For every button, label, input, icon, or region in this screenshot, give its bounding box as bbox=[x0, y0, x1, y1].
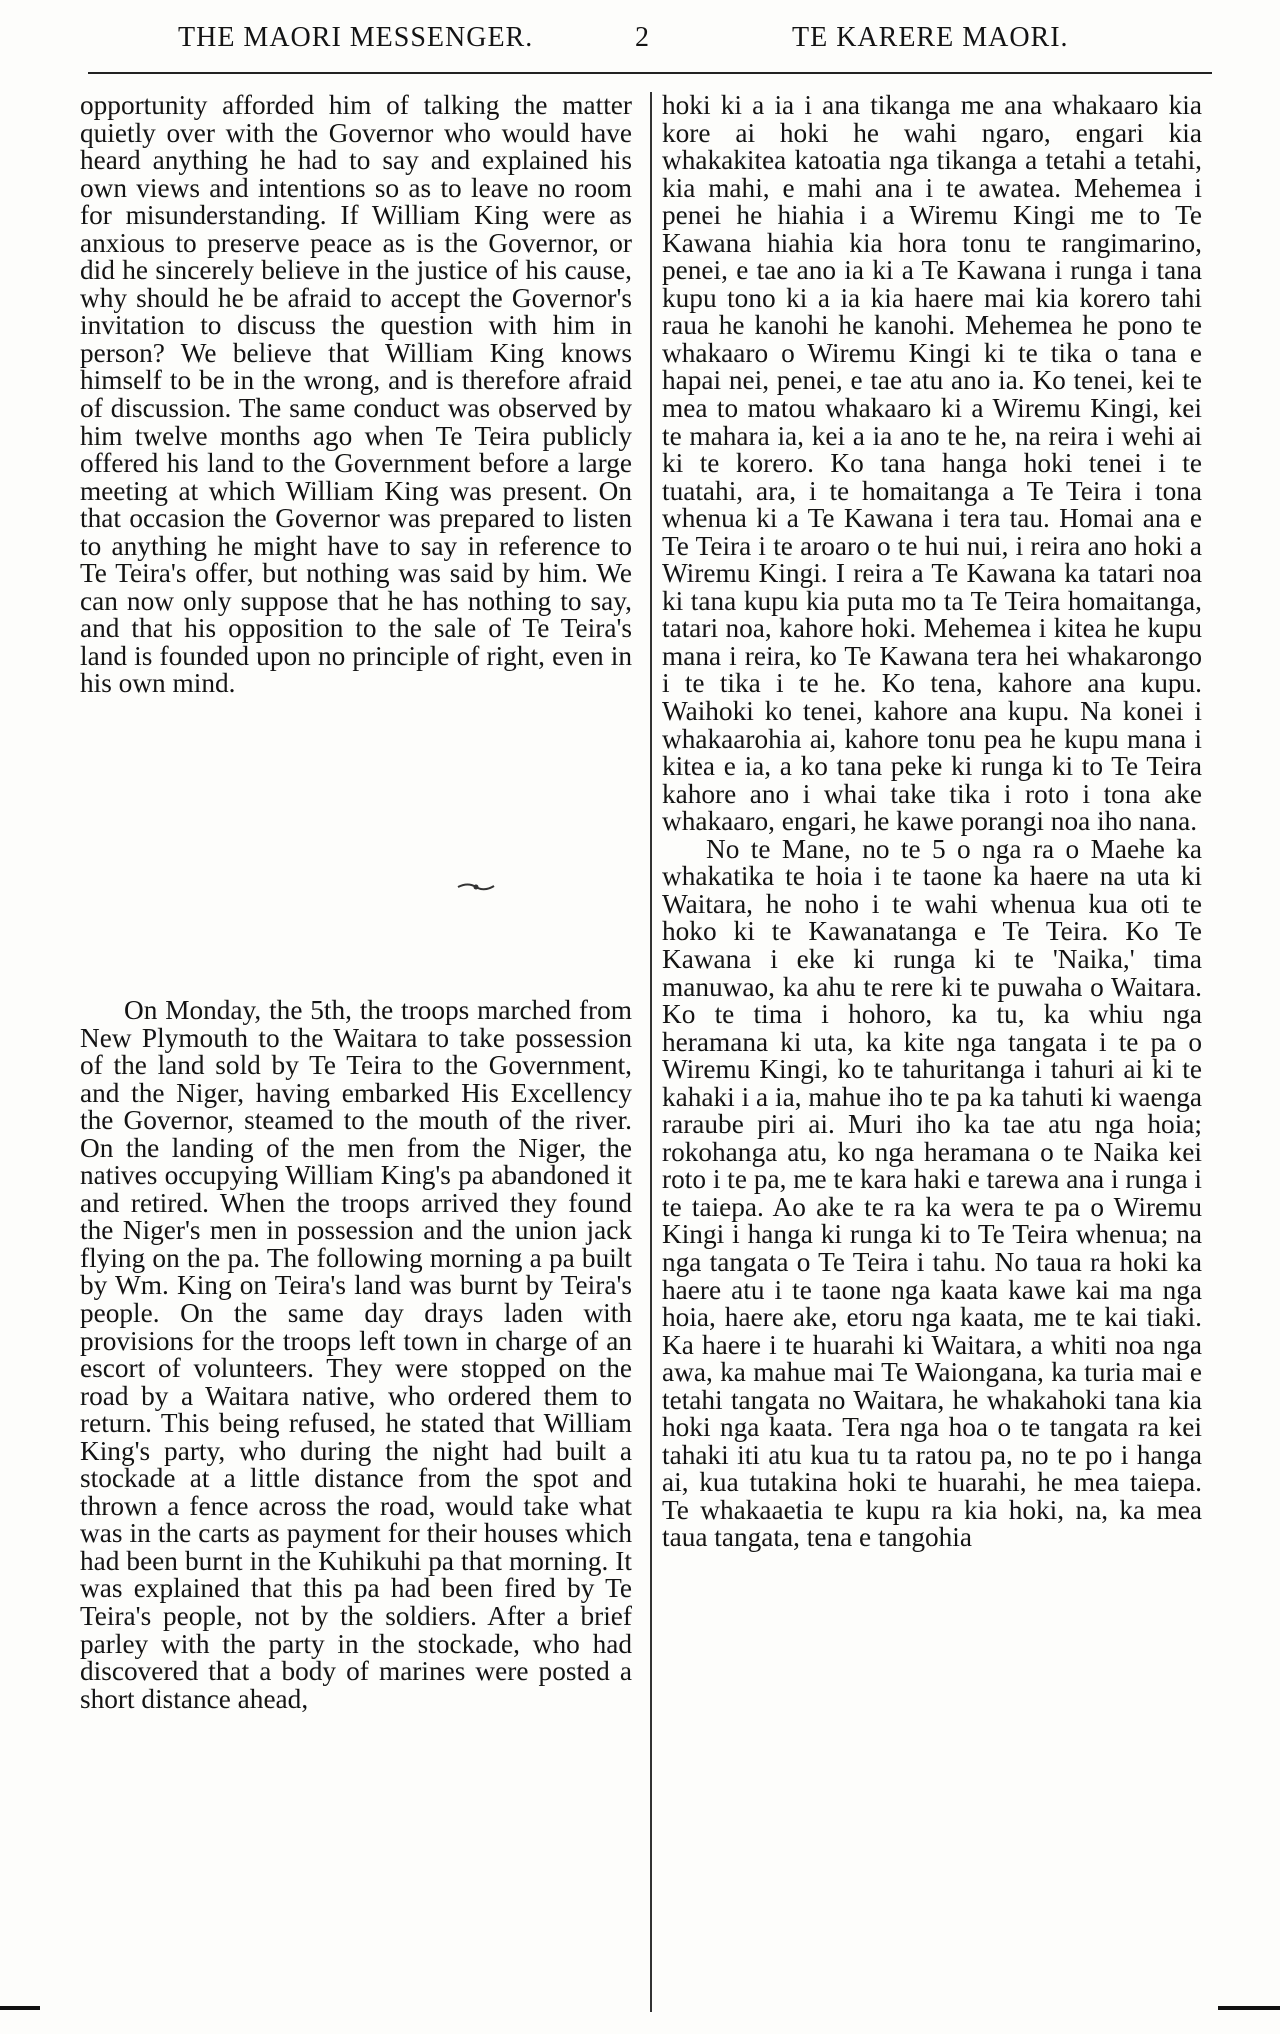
section-ornament bbox=[456, 880, 496, 894]
english-paragraph-1: opportunity afforded him of talking the matter quietly over with the Governor who would have heard anything he had to say and explained his own views and intentions so as to leave no room for misunderstanding. If William King were as anxious to preserve peace as is the Governor, or did he sincerely believe in the justice of his cause, why should he be afraid to accept the Governor's invitation to discuss the question with him in person? We believe that William King knows himself to be in the wrong, and is therefore afraid of discussion. The same conduct was observed by him twelve months ago when Te Teira publicly offered his land to the Government before a large meeting at which William King was present. On that occasion the Governor was prepared to listen to anything he might have to say in reference to Te Teira's offer, but nothing was said by him. We can now only suppose that he has nothing to say, and that his opposition to the sale of Te Teira's land is founded upon no principle of right, even in his own mind. bbox=[80, 90, 632, 699]
left-column-article-2 bbox=[80, 997, 632, 1713]
header-rule bbox=[88, 72, 1212, 74]
maori-paragraph-1: hoki ki a ia i ana tikanga me ana whakaaro kia kore ai hoki he wahi ngaro, engari kia whakakitea katoatia nga tikanga a tetahi a tetahi, kia mahi, e mahi ana i te awatea. Mehemea i penei he hiahia i a Wiremu Kingi me to Te Kawana hiahia kia hora tonu te rangimarino, penei, e tae ano ia ki a Te Kawana i runga i tana kupu tono ki a ia kia haere mai kia korero tahi raua he kanohi he kanohi. Mehemea he pono te whakaaro o Wiremu Kingi ki te tika o tana e hapai nei, penei, e tae atu ano ia. Ko tenei, kei te mea to matou whakaaro ki a Wiremu Kingi, kei te mahara ia, kei a ia ano te he, na reira i wehi ai ki te korero. Ko tana hanga hoki tenei i te tuatahi, ara, i te homaitanga a Te Teira i tona whenua ki a Te Kawana i tera tau. Homai ana e Te Teira i te aroaro o te hui nui, i reira ano hoki a Wiremu Kingi. I reira a Te Kawana ka tatari noa ki tana kupu kia puta mo ta Te Teira homaitanga, tatari noa, kahore hoki. Mehemea i kitea he kupu mana i reira, ko Te Kawana tera hei whakarongo i te tika i te he. Ko tena, kahore ana kupu. Waihoki ko tenei, kahore ana kupu. Na konei i whakaarohia ai, kahore tonu pea he kupu mana i kitea e ia, a ko tana peke ki runga ki to Te Teira kahore ano i whai take tika i roto i tona ake whakaaro, engari, he kawe porangi noa iho nana. bbox=[662, 90, 1202, 837]
english-paragraph-2: On Monday, the 5th, the troops marched from New Plymouth to the Waitara to take possession of the land sold by Te Teira to the Government, and the Niger, having embarked His Excellency the Governor, steamed to the mouth of the river. On the landing of the men from the Niger, the natives occupying William King's pa abandoned it and retired. When the troops arrived they found the Niger's men in possession and the union jack flying on the pa. The following morning a pa built by Wm. King on Teira's land was burnt by Teira's people. On the same day drays laden with provisions for the troops left town in charge of an escort of volunteers. They were stopped on the road by a Waitara native, who ordered them to return. This being refused, he stated that William King's party, who during the night had built a stockade at a little distance from the spot and thrown a fence across the road, would take what was in the carts as payment for their houses which had been burnt in the Kuhikuhi pa that morning. It was explained that this pa had been fired by Te Teira's people, not by the soldiers. After a brief parley with the party in the stockade, who had discovered that a body of marines were posted a short distance ahead, bbox=[80, 995, 632, 1714]
page-number: 2 bbox=[635, 22, 650, 53]
footer-rule-marks bbox=[0, 2006, 1280, 2010]
maori-paragraph-2: No te Mane, no te 5 o nga ra o Maehe ka whakatika te hoia i te taone ka haere na uta ki Waitara, he noho i te wahi whenua kua oti te hoko ki te Kawanatanga e Te Teira. Ko Te Kawana i eke ki runga ki te 'Naika,' tima manuwao, ka ahu te rere ki te puwaha o Waitara. Ko te tima i hohoro, ka tu, ka whiu nga heramana ki uta, ka kite nga tangata i te pa o Wiremu Kingi, ko te tahuritanga i tahuri ai ki te kahaki i a ia, mahue iho te pa ka tahuti ki waenga raraube piri ai. Muri iho ka tae atu nga hoia; rokohanga atu, ko nga heramana o te Naika kei roto i te pa, me te kara haki e tarewa ana i runga i te taiepa. Ao ake te ra ka wera te pa o Wiremu Kingi i hanga ki runga ki to Te Teira whenua; na nga tangata o Te Teira i tahu. No taua ra hoki ka haere atu i te taone nga kaata kawe kai ma nga hoia, haere ake, etoru nga kaata, me te kai tiaki. Ka haere i te huarahi ki Waitara, a whiti noa nga awa, ka mahue mai Te Waiongana, ka turia mai e tetahi tangata no Waitara, he whakahoki tana kia hoki nga kaata. Tera nga hoa o te tangata ra kei tahaki iti atu kua tu ta ratou pa, no te po i hanga ai, kua tutakina hoki te huarahi, he mea taiepa. Te whakaaetia te kupu ra kia hoki, na, ka mea taua tangata, tena e tangohia bbox=[662, 833, 1202, 1553]
left-column-article-1 bbox=[80, 92, 632, 698]
column-divider bbox=[650, 92, 652, 2012]
masthead-english: THE MAORI MESSENGER. bbox=[178, 22, 534, 53]
masthead-maori: TE KARERE MAORI. bbox=[792, 22, 1069, 53]
right-column-maori bbox=[662, 92, 1202, 1552]
